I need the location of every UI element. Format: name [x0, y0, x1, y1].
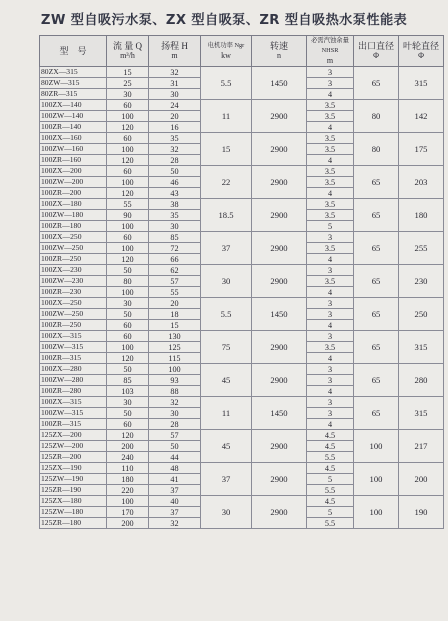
model-cell: 100ZX—315 [40, 397, 107, 408]
npsh-cell: 3 [307, 364, 354, 375]
header-model: 型 号 [40, 36, 107, 67]
flow-cell: 25 [107, 78, 149, 89]
head-cell: 16 [149, 122, 201, 133]
flow-cell: 30 [107, 89, 149, 100]
model-cell: 100ZX—200 [40, 166, 107, 177]
flow-cell: 200 [107, 441, 149, 452]
head-cell: 57 [149, 276, 201, 287]
header-flow-label: 流 量 Q [113, 41, 142, 51]
flow-cell: 60 [107, 133, 149, 144]
head-cell: 32 [149, 67, 201, 78]
head-cell: 18 [149, 309, 201, 320]
model-cell: 100ZX—250 [40, 298, 107, 309]
model-cell: 100ZX—250 [40, 232, 107, 243]
head-cell: 62 [149, 265, 201, 276]
model-cell: 100ZR—250 [40, 254, 107, 265]
npsh-cell: 5 [307, 507, 354, 518]
npsh-cell: 3.5 [307, 166, 354, 177]
flow-cell: 85 [107, 375, 149, 386]
speed-cell: 1450 [252, 397, 307, 430]
model-cell: 100ZR—280 [40, 386, 107, 397]
impeller-cell: 255 [399, 232, 444, 265]
impeller-cell: 315 [399, 331, 444, 364]
flow-cell: 55 [107, 199, 149, 210]
npsh-cell: 3.5 [307, 210, 354, 221]
flow-cell: 200 [107, 518, 149, 529]
flow-cell: 60 [107, 232, 149, 243]
speed-cell: 1450 [252, 67, 307, 100]
power-cell: 22 [201, 166, 252, 199]
outlet-cell: 65 [354, 331, 399, 364]
table-row [40, 364, 444, 375]
model-cell: 125ZR—180 [40, 518, 107, 529]
flow-cell: 60 [107, 320, 149, 331]
head-cell: 93 [149, 375, 201, 386]
header-flow-unit: m³/h [120, 51, 135, 60]
power-cell: 75 [201, 331, 252, 364]
npsh-cell: 3.5 [307, 243, 354, 254]
header-outlet [354, 36, 399, 67]
flow-cell: 220 [107, 485, 149, 496]
head-cell: 38 [149, 199, 201, 210]
npsh-cell: 3.5 [307, 199, 354, 210]
npsh-cell: 5 [307, 474, 354, 485]
npsh-cell: 3 [307, 232, 354, 243]
model-cell: 100ZW—250 [40, 309, 107, 320]
head-cell: 44 [149, 452, 201, 463]
npsh-cell: 4.5 [307, 430, 354, 441]
outlet-cell: 100 [354, 430, 399, 463]
npsh-cell: 3 [307, 408, 354, 419]
model-cell: 100ZR—180 [40, 221, 107, 232]
outlet-cell: 65 [354, 397, 399, 430]
npsh-cell: 3 [307, 331, 354, 342]
npsh-cell: 3 [307, 298, 354, 309]
flow-cell: 90 [107, 210, 149, 221]
head-cell: 37 [149, 485, 201, 496]
model-cell: 125ZW—180 [40, 507, 107, 518]
model-cell: 100ZW—140 [40, 111, 107, 122]
flow-cell: 60 [107, 166, 149, 177]
npsh-cell: 3.5 [307, 177, 354, 188]
outlet-cell: 100 [354, 496, 399, 529]
flow-cell: 103 [107, 386, 149, 397]
outlet-cell: 65 [354, 166, 399, 199]
flow-cell: 170 [107, 507, 149, 518]
power-cell: 11 [201, 397, 252, 430]
table-row [40, 232, 444, 243]
head-cell: 20 [149, 111, 201, 122]
npsh-cell: 3.5 [307, 133, 354, 144]
header-speed-unit: n [277, 51, 281, 60]
flow-cell: 100 [107, 144, 149, 155]
model-cell: 125ZX—190 [40, 463, 107, 474]
header-impeller-label: 叶轮直径 [402, 41, 439, 51]
npsh-cell: 3.5 [307, 342, 354, 353]
flow-cell: 60 [107, 419, 149, 430]
npsh-cell: 4 [307, 320, 354, 331]
impeller-cell: 217 [399, 430, 444, 463]
head-cell: 130 [149, 331, 201, 342]
npsh-cell: 5 [307, 221, 354, 232]
model-cell: 100ZW—280 [40, 375, 107, 386]
impeller-cell: 203 [399, 166, 444, 199]
table-row [40, 397, 444, 408]
model-cell: 100ZX—140 [40, 100, 107, 111]
model-cell: 100ZX—160 [40, 133, 107, 144]
table-row [40, 430, 444, 441]
flow-cell: 50 [107, 408, 149, 419]
model-cell: 100ZX—315 [40, 331, 107, 342]
npsh-cell: 4 [307, 419, 354, 430]
flow-cell: 100 [107, 496, 149, 507]
head-cell: 32 [149, 518, 201, 529]
npsh-cell: 3 [307, 265, 354, 276]
head-cell: 100 [149, 364, 201, 375]
model-cell: 125ZR—200 [40, 452, 107, 463]
npsh-cell: 4.5 [307, 463, 354, 474]
table-row [40, 298, 444, 309]
outlet-cell: 65 [354, 298, 399, 331]
speed-cell: 2900 [252, 133, 307, 166]
model-cell: 100ZW—315 [40, 408, 107, 419]
header-speed-label: 转速 [269, 41, 288, 51]
power-cell: 15 [201, 133, 252, 166]
header-head-unit: m [171, 51, 178, 60]
page-title: ZW 型自吸污水泵、ZX 型自吸泵、ZR 型自吸热水泵性能表 [40, 13, 408, 28]
model-cell: 100ZW—250 [40, 243, 107, 254]
head-cell: 35 [149, 133, 201, 144]
flow-cell: 110 [107, 463, 149, 474]
head-cell: 24 [149, 100, 201, 111]
outlet-cell: 65 [354, 364, 399, 397]
model-cell: 100ZW—200 [40, 177, 107, 188]
table-row [40, 199, 444, 210]
flow-cell: 180 [107, 474, 149, 485]
table-body [40, 67, 444, 529]
head-cell: 30 [149, 221, 201, 232]
flow-cell: 30 [107, 397, 149, 408]
npsh-cell: 3 [307, 397, 354, 408]
flow-cell: 120 [107, 122, 149, 133]
npsh-cell: 3 [307, 309, 354, 320]
header-outlet-unit: Φ [373, 51, 379, 60]
flow-cell: 100 [107, 243, 149, 254]
impeller-cell: 142 [399, 100, 444, 133]
head-cell: 32 [149, 144, 201, 155]
npsh-cell: 4 [307, 353, 354, 364]
head-cell: 55 [149, 287, 201, 298]
header-power [201, 36, 252, 67]
header-impeller [399, 36, 444, 67]
flow-cell: 50 [107, 364, 149, 375]
impeller-cell: 280 [399, 364, 444, 397]
model-cell: 100ZW—230 [40, 276, 107, 287]
outlet-cell: 65 [354, 265, 399, 298]
model-cell: 100ZR—315 [40, 419, 107, 430]
flow-cell: 30 [107, 298, 149, 309]
npsh-cell: 5.5 [307, 452, 354, 463]
npsh-cell: 4 [307, 287, 354, 298]
table-row [40, 265, 444, 276]
speed-cell: 2900 [252, 199, 307, 232]
head-cell: 20 [149, 298, 201, 309]
npsh-cell: 3.5 [307, 100, 354, 111]
speed-cell: 2900 [252, 100, 307, 133]
npsh-cell: 4 [307, 155, 354, 166]
speed-cell: 2900 [252, 166, 307, 199]
header-npsh [307, 36, 354, 67]
impeller-cell: 175 [399, 133, 444, 166]
head-cell: 125 [149, 342, 201, 353]
flow-cell: 240 [107, 452, 149, 463]
head-cell: 66 [149, 254, 201, 265]
npsh-cell: 3.5 [307, 144, 354, 155]
outlet-cell: 65 [354, 199, 399, 232]
npsh-cell: 4.5 [307, 496, 354, 507]
header-flow [107, 36, 149, 67]
head-cell: 57 [149, 430, 201, 441]
model-cell: 100ZR—140 [40, 122, 107, 133]
header-impeller-unit: Φ [418, 51, 424, 60]
power-cell: 30 [201, 496, 252, 529]
npsh-cell: 5.5 [307, 485, 354, 496]
model-cell: 125ZW—200 [40, 441, 107, 452]
header-head [149, 36, 201, 67]
impeller-cell: 315 [399, 397, 444, 430]
model-cell: 80ZR—315 [40, 89, 107, 100]
npsh-cell: 3 [307, 67, 354, 78]
head-cell: 43 [149, 188, 201, 199]
power-cell: 5.5 [201, 298, 252, 331]
model-cell: 125ZX—180 [40, 496, 107, 507]
head-cell: 28 [149, 155, 201, 166]
model-cell: 100ZR—315 [40, 353, 107, 364]
power-cell: 37 [201, 463, 252, 496]
flow-cell: 80 [107, 276, 149, 287]
head-cell: 35 [149, 210, 201, 221]
head-cell: 115 [149, 353, 201, 364]
header-npsh-label: 必需汽蚀余量 NHSR [311, 37, 349, 54]
performance-table [39, 35, 444, 529]
outlet-cell: 65 [354, 67, 399, 100]
outlet-cell: 100 [354, 463, 399, 496]
table-row [40, 166, 444, 177]
flow-cell: 60 [107, 100, 149, 111]
model-cell: 80ZX—315 [40, 67, 107, 78]
impeller-cell: 230 [399, 265, 444, 298]
speed-cell: 2900 [252, 232, 307, 265]
impeller-cell: 200 [399, 463, 444, 496]
header-power-label: 电机功率 Ngr [207, 42, 245, 49]
table-row [40, 67, 444, 78]
flow-cell: 120 [107, 254, 149, 265]
npsh-cell: 4 [307, 188, 354, 199]
impeller-cell: 190 [399, 496, 444, 529]
npsh-cell: 3.5 [307, 111, 354, 122]
speed-cell: 2900 [252, 496, 307, 529]
impeller-cell: 250 [399, 298, 444, 331]
flow-cell: 60 [107, 331, 149, 342]
model-cell: 80ZW—315 [40, 78, 107, 89]
power-cell: 11 [201, 100, 252, 133]
model-cell: 100ZR—160 [40, 155, 107, 166]
head-cell: 40 [149, 496, 201, 507]
impeller-cell: 315 [399, 67, 444, 100]
model-cell: 100ZW—315 [40, 342, 107, 353]
header-outlet-label: 出口直径 [357, 41, 394, 51]
header-head-label: 扬程 H [161, 41, 188, 51]
model-cell: 125ZR—190 [40, 485, 107, 496]
head-cell: 88 [149, 386, 201, 397]
head-cell: 30 [149, 89, 201, 100]
flow-cell: 120 [107, 430, 149, 441]
model-cell: 100ZW—160 [40, 144, 107, 155]
model-cell: 125ZW—190 [40, 474, 107, 485]
outlet-cell: 80 [354, 133, 399, 166]
power-cell: 45 [201, 430, 252, 463]
impeller-cell: 180 [399, 199, 444, 232]
speed-cell: 2900 [252, 463, 307, 496]
model-cell: 125ZX—200 [40, 430, 107, 441]
table-row [40, 496, 444, 507]
flow-cell: 50 [107, 265, 149, 276]
head-cell: 15 [149, 320, 201, 331]
head-cell: 46 [149, 177, 201, 188]
flow-cell: 100 [107, 111, 149, 122]
power-cell: 5.5 [201, 67, 252, 100]
model-cell: 100ZR—230 [40, 287, 107, 298]
npsh-cell: 3.5 [307, 276, 354, 287]
header-row [40, 36, 444, 67]
header-npsh-unit: m [326, 56, 334, 65]
power-cell: 45 [201, 364, 252, 397]
head-cell: 48 [149, 463, 201, 474]
table-row [40, 331, 444, 342]
npsh-cell: 5.5 [307, 518, 354, 529]
flow-cell: 100 [107, 221, 149, 232]
model-cell: 100ZW—180 [40, 210, 107, 221]
outlet-cell: 80 [354, 100, 399, 133]
speed-cell: 2900 [252, 265, 307, 298]
table-row [40, 133, 444, 144]
model-cell: 100ZX—180 [40, 199, 107, 210]
header-speed [252, 36, 307, 67]
npsh-cell: 4.5 [307, 441, 354, 452]
npsh-cell: 3 [307, 78, 354, 89]
model-cell: 100ZX—280 [40, 364, 107, 375]
model-cell: 100ZR—200 [40, 188, 107, 199]
speed-cell: 2900 [252, 364, 307, 397]
head-cell: 28 [149, 419, 201, 430]
model-cell: 100ZX—230 [40, 265, 107, 276]
flow-cell: 15 [107, 67, 149, 78]
flow-cell: 100 [107, 342, 149, 353]
outlet-cell: 65 [354, 232, 399, 265]
head-cell: 30 [149, 408, 201, 419]
head-cell: 85 [149, 232, 201, 243]
head-cell: 50 [149, 441, 201, 452]
flow-cell: 120 [107, 188, 149, 199]
header-power-unit: kw [221, 51, 231, 60]
head-cell: 50 [149, 166, 201, 177]
head-cell: 37 [149, 507, 201, 518]
npsh-cell: 4 [307, 122, 354, 133]
table-row [40, 463, 444, 474]
flow-cell: 100 [107, 287, 149, 298]
table-row [40, 100, 444, 111]
head-cell: 31 [149, 78, 201, 89]
power-cell: 18.5 [201, 199, 252, 232]
speed-cell: 1450 [252, 298, 307, 331]
npsh-cell: 4 [307, 254, 354, 265]
speed-cell: 2900 [252, 331, 307, 364]
flow-cell: 100 [107, 177, 149, 188]
head-cell: 32 [149, 397, 201, 408]
head-cell: 72 [149, 243, 201, 254]
model-cell: 100ZR—250 [40, 320, 107, 331]
flow-cell: 120 [107, 353, 149, 364]
power-cell: 30 [201, 265, 252, 298]
power-cell: 37 [201, 232, 252, 265]
npsh-cell: 4 [307, 386, 354, 397]
speed-cell: 2900 [252, 430, 307, 463]
flow-cell: 120 [107, 155, 149, 166]
flow-cell: 50 [107, 309, 149, 320]
npsh-cell: 3 [307, 375, 354, 386]
head-cell: 41 [149, 474, 201, 485]
npsh-cell: 4 [307, 89, 354, 100]
